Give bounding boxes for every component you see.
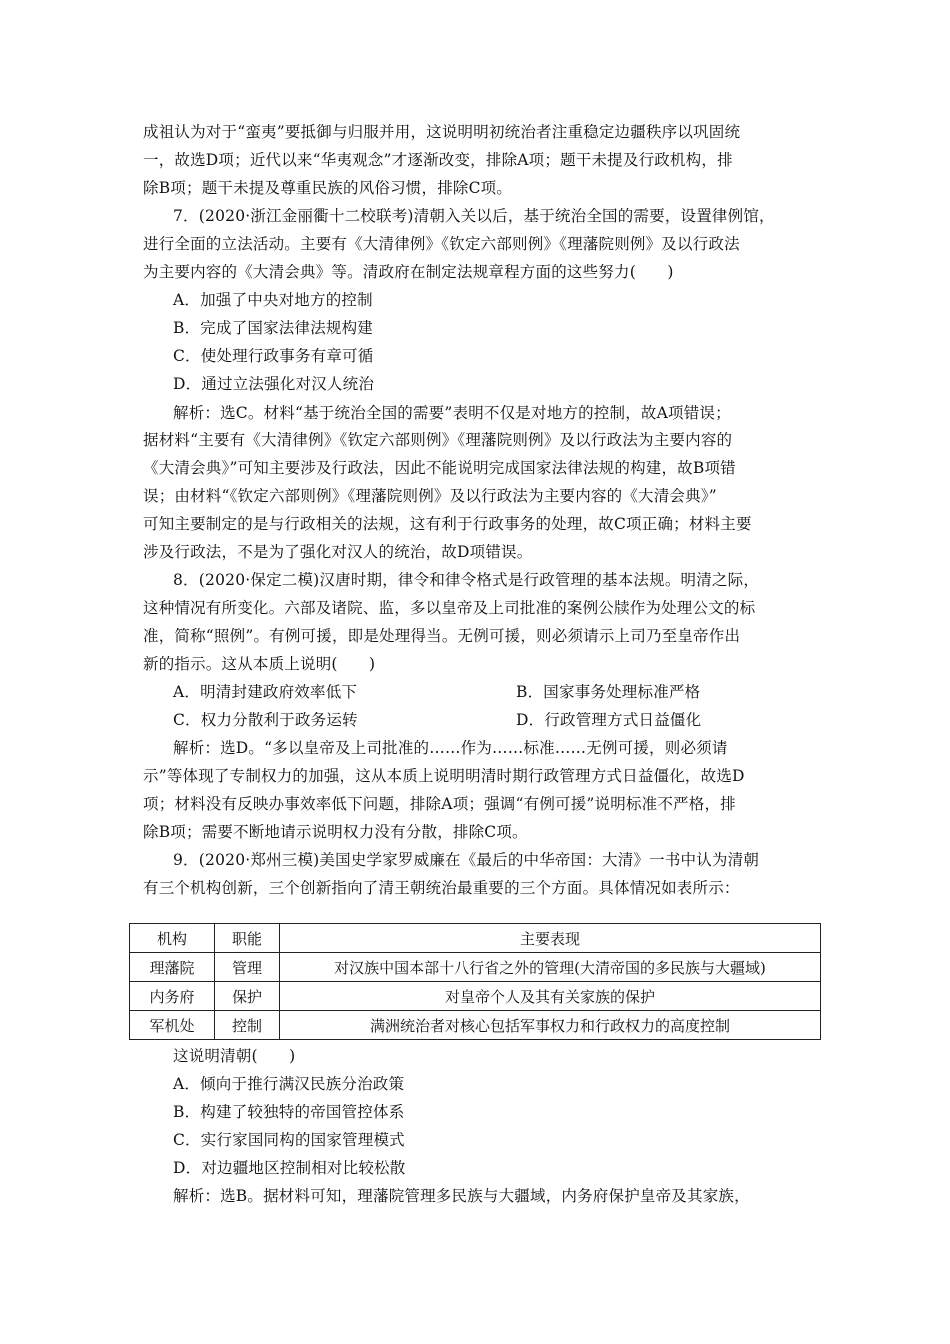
analysis-line: 除B项；需要不断地请示说明权力没有分散，排除C项。 [143,823,528,841]
question-7-stem: 为主要内容的《大清会典》等。清政府在制定法规章程方面的这些努力( ) [143,263,674,281]
table-row [130,982,821,1011]
text-line: 除B项；题干未提及尊重民族的风俗习惯，排除C项。 [143,179,513,197]
institutions-table [129,923,821,1040]
question-8-stem: 准，简称“照例”。有例可援，即是处理得当。无例可援，则必须请示上司乃至皇帝作出 [143,627,741,645]
table-cell: 满洲统治者对核心包括军事权力和行政权力的高度控制 [280,1011,821,1040]
question-8-stem: 新的指示。这从本质上说明( ) [143,655,376,673]
question-9-stem: 有三个机构创新，三个创新指向了清王朝统治最重要的三个方面。具体情况如表所示： [143,879,740,897]
table-header-row [130,924,821,953]
question-8-stem: 这种情况有所变化。六部及诸院、监，多以皇帝及上司批准的案例公牍作为处理公文的标 [143,599,756,617]
table-header: 主要表现 [280,924,821,953]
table-cell: 保护 [215,982,280,1011]
table-header: 机构 [130,924,215,953]
question-9-prompt: 这说明清朝( ) [173,1047,296,1065]
analysis-line: 涉及行政法，不是为了强化对汉人的统治，故D项错误。 [143,543,533,561]
table-cell: 控制 [215,1011,280,1040]
analysis-line: 《大清会典》”可知主要涉及行政法，因此不能说明完成国家法律法规的构建，故B项错 [143,459,736,477]
question-8-stem: 8．(2020·保定二模)汉唐时期，律令和律令格式是行政管理的基本法规。明清之际， [173,571,760,589]
option-c: C．权力分散利于政务运转 [173,711,358,729]
text-line: 一，故选D项；近代以来“华夷观念”才逐渐改变，排除A项；题干未提及行政机构，排 [143,151,733,169]
option-c: C．使处理行政事务有章可循 [173,347,374,365]
analysis-line: 解析：选C。材料“基于统治全国的需要”表明不仅是对地方的控制，故A项错误； [173,404,731,422]
option-d: D．对边疆地区控制相对比较松散 [173,1159,406,1177]
option-a: A．倾向于推行满汉民族分治政策 [173,1075,405,1093]
table-row [130,953,821,982]
table-header: 职能 [215,924,280,953]
option-d: D．行政管理方式日益僵化 [516,711,702,729]
option-a: A．明清封建政府效率低下 [173,683,358,701]
table-cell: 军机处 [130,1011,215,1040]
option-b: B．构建了较独特的帝国管控体系 [173,1103,405,1121]
option-b: B．完成了国家法律法规构建 [173,319,373,337]
table-cell: 管理 [215,953,280,982]
analysis-line: 项；材料没有反映办事效率低下问题，排除A项；强调“有例可援”说明标准不严格，排 [143,795,736,813]
question-7-stem: 7．(2020·浙江金丽衢十二校联考)清朝入关以后，基于统治全国的需要，设置律例馆， [173,207,775,225]
text-line: 成祖认为对于“蛮夷”要抵御与归服并用，这说明明初统治者注重稳定边疆秩序以巩固统 [143,123,741,141]
analysis-line: 据材料“主要有《大清律例》《钦定六部则例》《理藩院则例》及以行政法为主要内容的 [143,431,733,449]
table-cell: 内务府 [130,982,215,1011]
table-row [130,1011,821,1040]
option-b: B．国家事务处理标准严格 [516,683,701,701]
analysis-line: 可知主要制定的是与行政相关的法规，这有利于行政事务的处理，故C项正确；材料主要 [143,515,752,533]
analysis-line: 解析：选B。据材料可知，理藩院管理多民族与大疆域，内务府保护皇帝及其家族， [173,1187,750,1205]
table-cell: 理藩院 [130,953,215,982]
analysis-line: 示”等体现了专制权力的加强，这从本质上说明明清时期行政管理方式日益僵化，故选D [143,767,745,785]
analysis-line: 解析：选D。“多以皇帝及上司批准的……作为……标准……无例可援，则必须请 [173,739,728,757]
question-9-stem: 9．(2020·郑州三模)美国史学家罗威廉在《最后的中华帝国：大清》一书中认为清朝 [173,851,760,869]
analysis-line: 误；由材料“《钦定六部则例》《理藩院则例》及以行政法为主要内容的《大清会典》” [143,487,717,505]
question-7-stem: 进行全面的立法活动。主要有《大清律例》《钦定六部则例》《理藩院则例》及以行政法 [143,235,740,253]
option-a: A．加强了中央对地方的控制 [173,291,373,309]
table-cell: 对汉族中国本部十八行省之外的管理(大清帝国的多民族与大疆域) [280,953,821,982]
option-d: D．通过立法强化对汉人统治 [173,375,375,393]
option-c: C．实行家国同构的国家管理模式 [173,1131,405,1149]
table-cell: 对皇帝个人及其有关家族的保护 [280,982,821,1011]
